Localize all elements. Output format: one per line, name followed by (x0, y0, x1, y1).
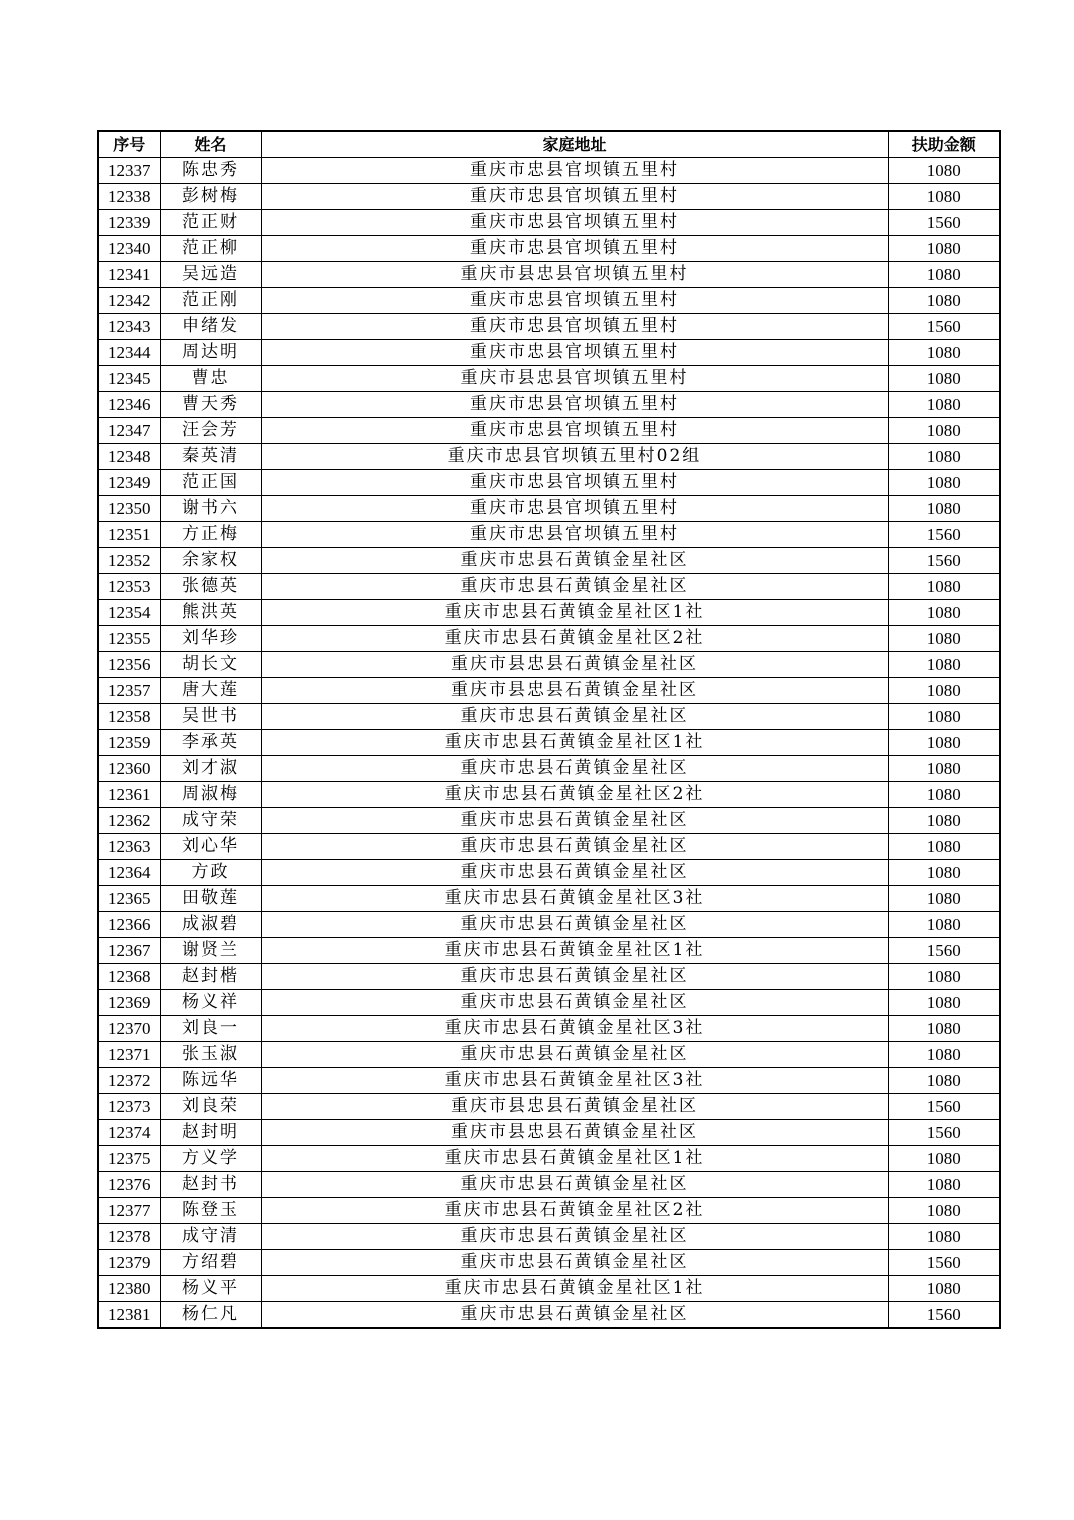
assistance-roster-table (97, 130, 1001, 1329)
row-amount: 1080 (888, 756, 1000, 782)
row-amount: 1560 (888, 210, 1000, 236)
row-index: 12351 (98, 522, 160, 548)
row-name: 曹忠 (160, 366, 261, 392)
row-address: 重庆市忠县石黄镇金星社区2社 (261, 626, 888, 652)
table-row (98, 886, 1000, 912)
header-index: 序号 (98, 131, 160, 158)
row-address: 重庆市忠县石黄镇金星社区2社 (261, 1198, 888, 1224)
row-name: 陈登玉 (160, 1198, 261, 1224)
row-name: 刘心华 (160, 834, 261, 860)
table-row (98, 1146, 1000, 1172)
table-row (98, 1250, 1000, 1276)
row-name: 成守荣 (160, 808, 261, 834)
row-index: 12338 (98, 184, 160, 210)
row-address: 重庆市县忠县石黄镇金星社区 (261, 652, 888, 678)
table-row (98, 470, 1000, 496)
row-index: 12364 (98, 860, 160, 886)
table-row (98, 730, 1000, 756)
row-address: 重庆市县忠县石黄镇金星社区 (261, 1094, 888, 1120)
row-name: 方义学 (160, 1146, 261, 1172)
row-address: 重庆市忠县石黄镇金星社区 (261, 548, 888, 574)
table-row (98, 808, 1000, 834)
row-amount: 1080 (888, 1016, 1000, 1042)
table-body (98, 158, 1000, 1329)
table-row (98, 1068, 1000, 1094)
row-amount: 1080 (888, 652, 1000, 678)
table-row (98, 938, 1000, 964)
row-amount: 1560 (888, 548, 1000, 574)
row-name: 陈远华 (160, 1068, 261, 1094)
row-address: 重庆市忠县石黄镇金星社区 (261, 1224, 888, 1250)
table-row (98, 1094, 1000, 1120)
row-index: 12372 (98, 1068, 160, 1094)
row-address: 重庆市忠县石黄镇金星社区1社 (261, 938, 888, 964)
header-address: 家庭地址 (261, 131, 888, 158)
row-index: 12346 (98, 392, 160, 418)
table-row (98, 522, 1000, 548)
row-index: 12365 (98, 886, 160, 912)
row-address: 重庆市忠县石黄镇金星社区1社 (261, 600, 888, 626)
row-index: 12357 (98, 678, 160, 704)
row-amount: 1080 (888, 626, 1000, 652)
row-address: 重庆市忠县石黄镇金星社区3社 (261, 1016, 888, 1042)
table-row (98, 574, 1000, 600)
row-name: 谢书六 (160, 496, 261, 522)
table-row (98, 418, 1000, 444)
row-index: 12374 (98, 1120, 160, 1146)
row-amount: 1560 (888, 1094, 1000, 1120)
row-name: 杨义平 (160, 1276, 261, 1302)
row-name: 吴远造 (160, 262, 261, 288)
row-amount: 1080 (888, 730, 1000, 756)
row-address: 重庆市县忠县官坝镇五里村 (261, 262, 888, 288)
row-amount: 1080 (888, 678, 1000, 704)
row-index: 12381 (98, 1302, 160, 1329)
row-name: 汪会芳 (160, 418, 261, 444)
row-name: 申绪发 (160, 314, 261, 340)
header-name: 姓名 (160, 131, 261, 158)
row-address: 重庆市忠县官坝镇五里村 (261, 340, 888, 366)
row-name: 田敬莲 (160, 886, 261, 912)
row-address: 重庆市忠县官坝镇五里村 (261, 522, 888, 548)
row-index: 12356 (98, 652, 160, 678)
row-amount: 1560 (888, 314, 1000, 340)
table-row (98, 1172, 1000, 1198)
table-row (98, 1302, 1000, 1329)
row-address: 重庆市忠县石黄镇金星社区 (261, 1250, 888, 1276)
table-row (98, 678, 1000, 704)
row-index: 12379 (98, 1250, 160, 1276)
row-name: 刘华珍 (160, 626, 261, 652)
table-row (98, 366, 1000, 392)
row-name: 杨义祥 (160, 990, 261, 1016)
row-amount: 1080 (888, 470, 1000, 496)
row-name: 范正国 (160, 470, 261, 496)
row-index: 12359 (98, 730, 160, 756)
row-name: 熊洪英 (160, 600, 261, 626)
row-address: 重庆市忠县石黄镇金星社区 (261, 704, 888, 730)
table-row (98, 1276, 1000, 1302)
table-row (98, 652, 1000, 678)
row-address: 重庆市县忠县石黄镇金星社区 (261, 1120, 888, 1146)
row-amount: 1080 (888, 418, 1000, 444)
row-address: 重庆市忠县官坝镇五里村 (261, 392, 888, 418)
row-index: 12373 (98, 1094, 160, 1120)
table-row (98, 340, 1000, 366)
row-name: 余家权 (160, 548, 261, 574)
row-index: 12370 (98, 1016, 160, 1042)
row-amount: 1560 (888, 1302, 1000, 1329)
row-address: 重庆市忠县官坝镇五里村 (261, 288, 888, 314)
row-amount: 1080 (888, 1042, 1000, 1068)
row-amount: 1080 (888, 574, 1000, 600)
row-amount: 1080 (888, 366, 1000, 392)
row-address: 重庆市忠县官坝镇五里村 (261, 314, 888, 340)
row-name: 赵封楷 (160, 964, 261, 990)
table-row (98, 392, 1000, 418)
row-name: 谢贤兰 (160, 938, 261, 964)
row-index: 12367 (98, 938, 160, 964)
table-row (98, 288, 1000, 314)
row-amount: 1080 (888, 886, 1000, 912)
row-address: 重庆市忠县官坝镇五里村 (261, 158, 888, 184)
table-row (98, 444, 1000, 470)
row-amount: 1560 (888, 522, 1000, 548)
table-row (98, 756, 1000, 782)
row-name: 周淑梅 (160, 782, 261, 808)
row-index: 12353 (98, 574, 160, 600)
row-index: 12368 (98, 964, 160, 990)
row-address: 重庆市忠县石黄镇金星社区 (261, 574, 888, 600)
row-name: 赵封书 (160, 1172, 261, 1198)
table-row (98, 1016, 1000, 1042)
row-amount: 1560 (888, 938, 1000, 964)
row-amount: 1080 (888, 158, 1000, 184)
row-address: 重庆市忠县官坝镇五里村 (261, 210, 888, 236)
table-row (98, 1198, 1000, 1224)
table-row (98, 1224, 1000, 1250)
row-name: 吴世书 (160, 704, 261, 730)
row-name: 彭树梅 (160, 184, 261, 210)
row-index: 12358 (98, 704, 160, 730)
table-row (98, 1042, 1000, 1068)
row-index: 12376 (98, 1172, 160, 1198)
row-address: 重庆市忠县官坝镇五里村 (261, 496, 888, 522)
row-amount: 1080 (888, 1198, 1000, 1224)
row-index: 12350 (98, 496, 160, 522)
row-address: 重庆市忠县石黄镇金星社区1社 (261, 1276, 888, 1302)
row-amount: 1080 (888, 990, 1000, 1016)
row-amount: 1080 (888, 600, 1000, 626)
row-name: 范正柳 (160, 236, 261, 262)
row-address: 重庆市忠县官坝镇五里村 (261, 470, 888, 496)
row-address: 重庆市忠县石黄镇金星社区 (261, 990, 888, 1016)
row-index: 12380 (98, 1276, 160, 1302)
row-address: 重庆市忠县石黄镇金星社区 (261, 834, 888, 860)
row-amount: 1080 (888, 184, 1000, 210)
row-index: 12378 (98, 1224, 160, 1250)
row-index: 12337 (98, 158, 160, 184)
table-row (98, 782, 1000, 808)
row-amount: 1080 (888, 912, 1000, 938)
row-index: 12377 (98, 1198, 160, 1224)
row-name: 方政 (160, 860, 261, 886)
table-row (98, 1120, 1000, 1146)
row-index: 12355 (98, 626, 160, 652)
row-amount: 1080 (888, 444, 1000, 470)
row-index: 12343 (98, 314, 160, 340)
row-name: 刘良荣 (160, 1094, 261, 1120)
row-address: 重庆市忠县石黄镇金星社区1社 (261, 730, 888, 756)
table-row (98, 912, 1000, 938)
row-address: 重庆市忠县石黄镇金星社区 (261, 808, 888, 834)
row-address: 重庆市忠县石黄镇金星社区 (261, 1172, 888, 1198)
row-name: 李承英 (160, 730, 261, 756)
row-index: 12363 (98, 834, 160, 860)
row-index: 12360 (98, 756, 160, 782)
row-name: 张德英 (160, 574, 261, 600)
row-index: 12340 (98, 236, 160, 262)
row-index: 12352 (98, 548, 160, 574)
row-address: 重庆市忠县石黄镇金星社区2社 (261, 782, 888, 808)
row-name: 方正梅 (160, 522, 261, 548)
table-row (98, 626, 1000, 652)
row-index: 12342 (98, 288, 160, 314)
row-amount: 1080 (888, 1146, 1000, 1172)
row-address: 重庆市忠县石黄镇金星社区 (261, 756, 888, 782)
row-amount: 1080 (888, 782, 1000, 808)
row-address: 重庆市忠县石黄镇金星社区 (261, 1042, 888, 1068)
row-index: 12347 (98, 418, 160, 444)
row-index: 12348 (98, 444, 160, 470)
row-address: 重庆市忠县石黄镇金星社区 (261, 964, 888, 990)
row-index: 12354 (98, 600, 160, 626)
row-amount: 1080 (888, 860, 1000, 886)
row-address: 重庆市忠县官坝镇五里村 (261, 184, 888, 210)
row-name: 曹天秀 (160, 392, 261, 418)
row-index: 12349 (98, 470, 160, 496)
table-row (98, 860, 1000, 886)
table-row (98, 548, 1000, 574)
row-name: 张玉淑 (160, 1042, 261, 1068)
row-address: 重庆市县忠县官坝镇五里村 (261, 366, 888, 392)
table-row (98, 314, 1000, 340)
row-index: 12369 (98, 990, 160, 1016)
row-amount: 1080 (888, 1224, 1000, 1250)
row-name: 赵封明 (160, 1120, 261, 1146)
row-name: 杨仁凡 (160, 1302, 261, 1329)
row-amount: 1080 (888, 808, 1000, 834)
table-row (98, 262, 1000, 288)
table-row (98, 600, 1000, 626)
row-address: 重庆市忠县官坝镇五里村 (261, 236, 888, 262)
row-amount: 1080 (888, 288, 1000, 314)
row-name: 周达明 (160, 340, 261, 366)
row-name: 秦英清 (160, 444, 261, 470)
table-row (98, 704, 1000, 730)
row-index: 12366 (98, 912, 160, 938)
row-name: 刘良一 (160, 1016, 261, 1042)
table-row (98, 834, 1000, 860)
row-address: 重庆市忠县石黄镇金星社区3社 (261, 1068, 888, 1094)
row-index: 12362 (98, 808, 160, 834)
row-address: 重庆市忠县石黄镇金星社区 (261, 860, 888, 886)
row-address: 重庆市忠县石黄镇金星社区 (261, 1302, 888, 1329)
row-amount: 1080 (888, 1172, 1000, 1198)
row-name: 成淑碧 (160, 912, 261, 938)
header-amount: 扶助金额 (888, 131, 1000, 158)
row-index: 12375 (98, 1146, 160, 1172)
table-header-row (98, 131, 1000, 158)
row-name: 范正财 (160, 210, 261, 236)
row-address: 重庆市忠县官坝镇五里村02组 (261, 444, 888, 470)
row-amount: 1080 (888, 1276, 1000, 1302)
row-index: 12341 (98, 262, 160, 288)
row-name: 陈忠秀 (160, 158, 261, 184)
table-row (98, 496, 1000, 522)
row-amount: 1080 (888, 704, 1000, 730)
table-row (98, 158, 1000, 184)
table-row (98, 184, 1000, 210)
table-row (98, 964, 1000, 990)
table-row (98, 236, 1000, 262)
row-amount: 1080 (888, 964, 1000, 990)
row-address: 重庆市忠县官坝镇五里村 (261, 418, 888, 444)
row-amount: 1080 (888, 262, 1000, 288)
row-address: 重庆市忠县石黄镇金星社区 (261, 912, 888, 938)
row-amount: 1080 (888, 340, 1000, 366)
row-amount: 1560 (888, 1120, 1000, 1146)
row-name: 方绍碧 (160, 1250, 261, 1276)
row-name: 唐大莲 (160, 678, 261, 704)
row-index: 12344 (98, 340, 160, 366)
row-name: 范正刚 (160, 288, 261, 314)
table-row (98, 210, 1000, 236)
row-name: 胡长文 (160, 652, 261, 678)
row-amount: 1560 (888, 1250, 1000, 1276)
row-amount: 1080 (888, 236, 1000, 262)
row-address: 重庆市忠县石黄镇金星社区3社 (261, 886, 888, 912)
row-index: 12339 (98, 210, 160, 236)
row-index: 12371 (98, 1042, 160, 1068)
row-index: 12345 (98, 366, 160, 392)
row-name: 刘才淑 (160, 756, 261, 782)
row-amount: 1080 (888, 496, 1000, 522)
row-index: 12361 (98, 782, 160, 808)
row-amount: 1080 (888, 392, 1000, 418)
row-address: 重庆市县忠县石黄镇金星社区 (261, 678, 888, 704)
table-row (98, 990, 1000, 1016)
row-address: 重庆市忠县石黄镇金星社区1社 (261, 1146, 888, 1172)
row-name: 成守清 (160, 1224, 261, 1250)
row-amount: 1080 (888, 834, 1000, 860)
row-amount: 1080 (888, 1068, 1000, 1094)
